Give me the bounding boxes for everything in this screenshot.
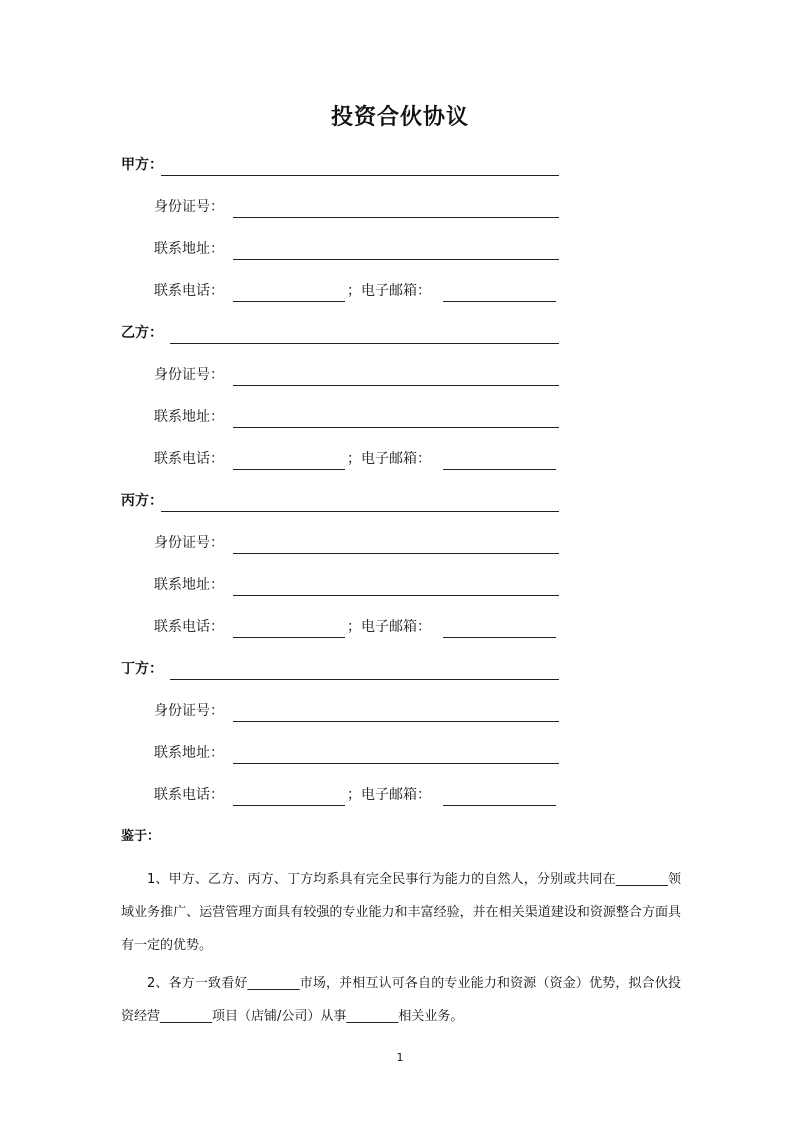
party-d-id-row — [0, 700, 800, 724]
party-b-id-label: 身份证号： — [154, 367, 224, 383]
whereas-heading: 鉴于： — [121, 829, 161, 844]
party-a-name-field[interactable] — [161, 154, 559, 176]
party-c-address-field[interactable] — [233, 574, 559, 596]
party-d-phone-field[interactable] — [233, 784, 345, 806]
party-b-address-label: 联系地址： — [154, 409, 224, 425]
recital-paragraph-2: 2、各方一致看好________市场，并相互认可各自的专业能力和资源（资金）优势，拟合伙投资经营________项目（店铺/公司）从事________相关业务。 — [121, 976, 681, 1024]
party-c-phone-label: 联系电话： — [154, 619, 224, 635]
party-b-id-row — [0, 364, 800, 388]
page-number: 1 — [396, 1051, 404, 1064]
party-c-address-label: 联系地址： — [154, 577, 224, 593]
party-b-email-field[interactable] — [443, 448, 556, 470]
party-b-email-label: ；电子邮箱： — [347, 451, 431, 467]
party-c-email-label: ；电子邮箱： — [347, 619, 431, 635]
party-c-id-row — [0, 532, 800, 556]
party-a-email-field[interactable] — [443, 280, 556, 302]
party-b-contact-row — [0, 448, 800, 472]
party-d-id-field[interactable] — [233, 700, 559, 722]
party-a-id-row — [0, 196, 800, 220]
party-a-row — [0, 154, 800, 178]
party-c-name-field[interactable] — [161, 490, 559, 512]
party-a-address-row — [0, 238, 800, 262]
party-c-address-row — [0, 574, 800, 598]
party-d-email-label: ；电子邮箱： — [347, 787, 431, 803]
party-d-phone-label: 联系电话： — [154, 787, 224, 803]
party-c-email-field[interactable] — [443, 616, 556, 638]
party-a-address-label: 联系地址： — [154, 241, 224, 257]
party-c-phone-field[interactable] — [233, 616, 345, 638]
party-d-address-row — [0, 742, 800, 766]
party-d-label: 丁方： — [121, 661, 163, 677]
party-a-phone-field[interactable] — [233, 280, 345, 302]
party-b-phone-field[interactable] — [233, 448, 345, 470]
party-a-email-label: ；电子邮箱： — [347, 283, 431, 299]
party-d-name-field[interactable] — [170, 658, 559, 680]
party-a-address-field[interactable] — [233, 238, 559, 260]
party-d-email-field[interactable] — [443, 784, 556, 806]
party-a-phone-label: 联系电话： — [154, 283, 224, 299]
party-d-id-label: 身份证号： — [154, 703, 224, 719]
party-c-label: 丙方： — [121, 493, 163, 509]
party-a-contact-row — [0, 280, 800, 304]
party-a-label: 甲方： — [121, 157, 163, 173]
party-b-id-field[interactable] — [233, 364, 559, 386]
party-b-address-row — [0, 406, 800, 430]
party-c-id-label: 身份证号： — [154, 535, 224, 551]
party-d-address-label: 联系地址： — [154, 745, 224, 761]
party-a-id-label: 身份证号： — [154, 199, 224, 215]
party-b-label: 乙方： — [121, 325, 163, 341]
party-d-contact-row — [0, 784, 800, 808]
party-b-address-field[interactable] — [233, 406, 559, 428]
party-d-row — [0, 658, 800, 682]
party-b-name-field[interactable] — [170, 322, 559, 344]
party-b-phone-label: 联系电话： — [154, 451, 224, 467]
party-a-id-field[interactable] — [233, 196, 559, 218]
party-c-id-field[interactable] — [233, 532, 559, 554]
party-d-address-field[interactable] — [233, 742, 559, 764]
recital-paragraph-1: 1、甲方、乙方、丙方、丁方均系具有完全民事行为能力的自然人，分别或共同在________领域业务推广、运营管理方面具有较强的专业能力和丰富经验，并在相关渠道建设和资源整合方面具有一定的优势。 — [121, 872, 681, 953]
document-title: 投资合伙协议 — [330, 105, 469, 130]
party-c-row — [0, 490, 800, 514]
party-b-row — [0, 322, 800, 346]
party-c-contact-row — [0, 616, 800, 640]
